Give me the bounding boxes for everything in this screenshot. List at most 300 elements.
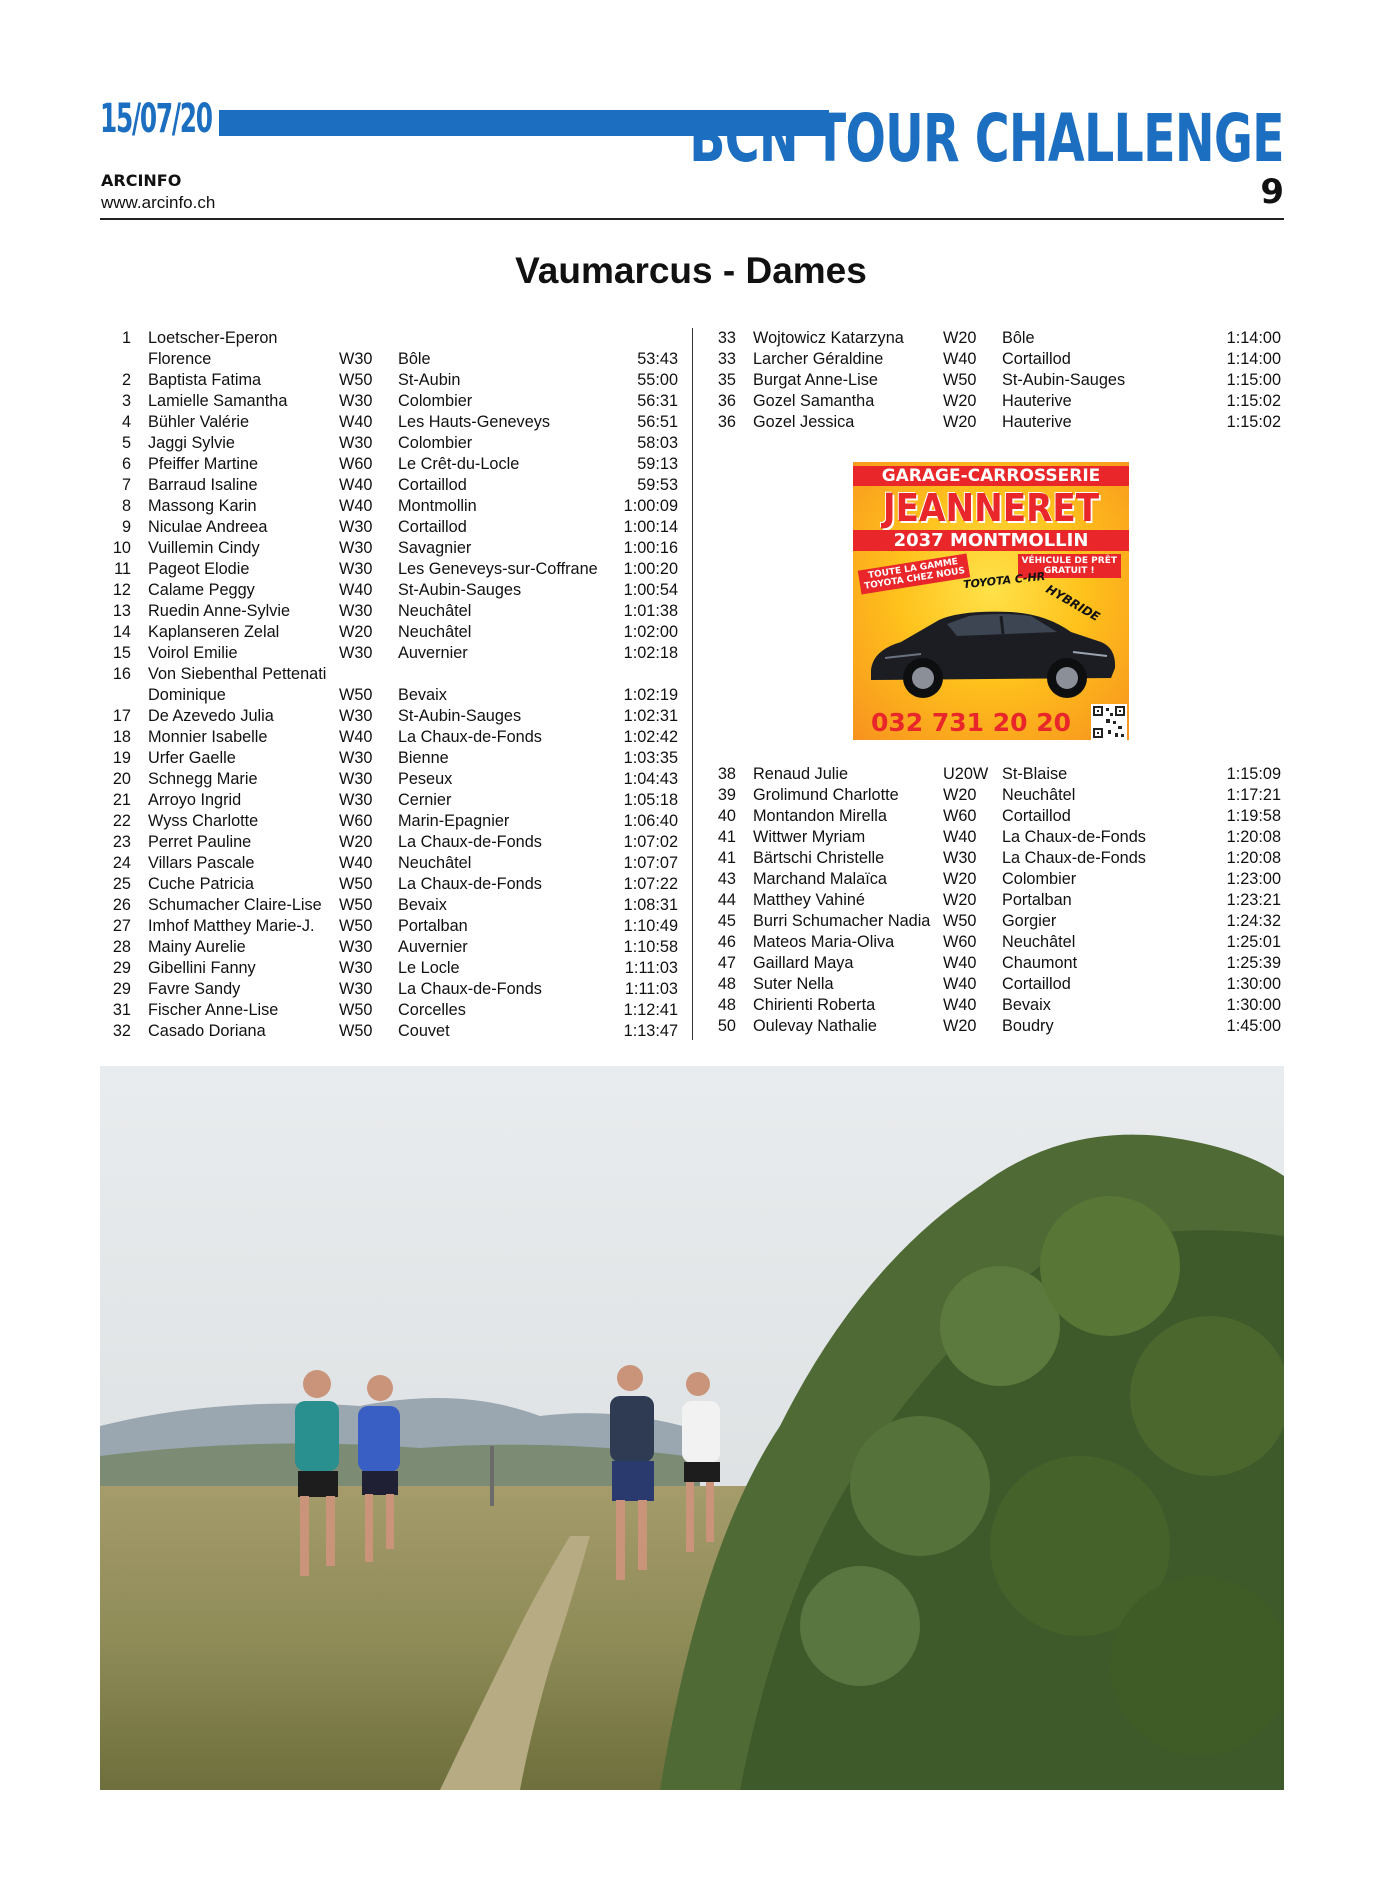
finish-time: 1:10:49 xyxy=(623,917,678,935)
result-rank: 8 xyxy=(121,497,131,515)
result-rank: 50 xyxy=(717,1017,736,1035)
result-row xyxy=(706,1016,1281,1037)
spacer xyxy=(736,932,753,953)
runner-category: W30 xyxy=(339,602,373,620)
result-rank: 47 xyxy=(717,954,736,972)
finish-time: 56:31 xyxy=(637,392,678,410)
result-rank: 10 xyxy=(112,539,131,557)
result-row xyxy=(100,811,678,832)
runner-category: W30 xyxy=(339,707,373,725)
runner-name: Barraud Isaline xyxy=(148,476,258,494)
spacer xyxy=(131,958,148,979)
result-row xyxy=(100,349,678,370)
runner-name: Wittwer Myriam xyxy=(753,828,866,846)
finish-time: 56:51 xyxy=(637,413,678,431)
runner-city: Colombier xyxy=(1002,870,1077,888)
result-row xyxy=(706,911,1281,932)
runner-name: Florence xyxy=(148,350,212,368)
spacer xyxy=(131,874,148,895)
result-rank: 33 xyxy=(717,350,736,368)
finish-time xyxy=(613,328,678,349)
finish-time: 1:24:32 xyxy=(1226,912,1281,930)
result-row xyxy=(100,727,678,748)
result-row xyxy=(100,475,678,496)
spacer xyxy=(131,538,148,559)
result-rank: 24 xyxy=(112,854,131,872)
finish-time: 1:14:00 xyxy=(1226,350,1281,368)
runner-category: U20W xyxy=(943,765,989,783)
results-table-right-top xyxy=(706,328,1281,433)
runner-category: W60 xyxy=(339,455,373,473)
runner-city: Cernier xyxy=(398,791,452,809)
result-row xyxy=(100,979,678,1000)
spacer xyxy=(736,827,753,848)
result-rank: 26 xyxy=(112,896,131,914)
result-row xyxy=(706,932,1281,953)
result-row xyxy=(100,559,678,580)
runner-city: Neuchâtel xyxy=(398,602,472,620)
runner-city: Boudry xyxy=(1002,1017,1054,1035)
runner-city: Marin-Epagnier xyxy=(398,812,510,830)
result-rank: 9 xyxy=(121,518,131,536)
result-row xyxy=(706,764,1281,785)
result-row xyxy=(100,769,678,790)
result-row xyxy=(100,895,678,916)
runner-name: Burri Schumacher Nadia xyxy=(753,912,931,930)
runner-name: Massong Karin xyxy=(148,497,257,515)
runner-name: Calame Peggy xyxy=(148,581,255,599)
runner-city: La Chaux-de-Fonds xyxy=(398,980,542,998)
spacer xyxy=(131,832,148,853)
result-rank: 22 xyxy=(112,812,131,830)
spacer xyxy=(131,559,148,580)
result-rank: 39 xyxy=(717,786,736,804)
result-rank: 29 xyxy=(112,980,131,998)
runner-category: W50 xyxy=(943,371,977,389)
runner-name: Marchand Malaïca xyxy=(753,870,887,888)
runners-photo xyxy=(100,1066,1284,1790)
spacer xyxy=(131,1000,148,1021)
result-rank: 35 xyxy=(717,371,736,389)
spacer xyxy=(131,790,148,811)
result-row xyxy=(706,869,1281,890)
finish-time: 1:11:03 xyxy=(624,980,678,998)
runner-name: Gibellini Fanny xyxy=(148,959,256,977)
result-row xyxy=(100,391,678,412)
runner-name: Renaud Julie xyxy=(753,765,849,783)
result-rank: 44 xyxy=(717,891,736,909)
finish-time: 1:12:41 xyxy=(623,1001,678,1019)
runner-category: W60 xyxy=(943,933,977,951)
finish-time: 1:20:08 xyxy=(1226,828,1281,846)
spacer xyxy=(736,1016,753,1037)
result-rank: 33 xyxy=(717,329,736,347)
finish-time: 1:15:00 xyxy=(1226,371,1281,389)
finish-time: 1:19:58 xyxy=(1226,807,1281,825)
finish-time: 1:30:00 xyxy=(1226,975,1281,993)
spacer xyxy=(736,869,753,890)
finish-time: 1:00:14 xyxy=(623,518,678,536)
runner-city: Bienne xyxy=(398,749,449,767)
result-row xyxy=(100,958,678,979)
runner-category: W30 xyxy=(339,434,373,452)
runner-category: W40 xyxy=(943,350,977,368)
finish-time: 1:11:03 xyxy=(624,959,678,977)
publication-brand: ARCINFO xyxy=(101,171,182,190)
runner-name: Gozel Jessica xyxy=(753,413,855,431)
finish-time: 1:01:38 xyxy=(623,602,678,620)
runner-category: W50 xyxy=(339,686,373,704)
runner-category: W40 xyxy=(339,476,373,494)
spacer xyxy=(131,433,148,454)
runner-name: Mainy Aurelie xyxy=(148,938,246,956)
spacer xyxy=(131,622,148,643)
result-rank: 41 xyxy=(717,828,736,846)
result-rank: 21 xyxy=(112,791,131,809)
runner-city: Cortaillod xyxy=(1002,350,1071,368)
spacer xyxy=(131,811,148,832)
runner-category: W60 xyxy=(943,807,977,825)
page-title: Vaumarcus - Dames xyxy=(515,250,867,291)
finish-time: 1:03:35 xyxy=(623,749,678,767)
ad-garage-heading: GARAGE-CARROSSERIE xyxy=(853,466,1129,486)
runner-category: W20 xyxy=(943,413,977,431)
ad-hybrid-label: HYBRIDE xyxy=(1043,582,1103,624)
result-row xyxy=(100,706,678,727)
runner-city: Bevaix xyxy=(1002,996,1051,1014)
spacer xyxy=(131,643,148,664)
spacer xyxy=(131,349,148,370)
runner-name: Wojtowicz Katarzyna xyxy=(753,329,904,347)
result-row xyxy=(100,370,678,391)
result-rank: 36 xyxy=(717,392,736,410)
finish-time: 1:04:43 xyxy=(623,770,678,788)
runner-category xyxy=(339,664,398,685)
runner-name: Chirienti Roberta xyxy=(753,996,876,1014)
spacer xyxy=(736,328,753,349)
runner-category: W50 xyxy=(339,896,373,914)
result-rank: 2 xyxy=(121,371,131,389)
section-title: BCN TOUR CHALLENGE xyxy=(689,100,1284,177)
result-rank: 3 xyxy=(121,392,131,410)
ad-phone-number[interactable]: 032 731 20 20 xyxy=(870,708,1072,737)
spacer xyxy=(131,916,148,937)
runner-category: W30 xyxy=(339,938,373,956)
finish-time: 1:07:02 xyxy=(623,833,678,851)
result-rank: 18 xyxy=(112,728,131,746)
runner-city: St-Aubin-Sauges xyxy=(398,581,522,599)
spacer xyxy=(131,1021,148,1042)
runner-city: Hauterive xyxy=(1002,413,1072,431)
result-row xyxy=(706,995,1281,1016)
spacer xyxy=(131,391,148,412)
spacer xyxy=(131,853,148,874)
runner-name: Fischer Anne-Lise xyxy=(148,1001,279,1019)
runner-city: Peseux xyxy=(398,770,453,788)
runner-city: La Chaux-de-Fonds xyxy=(1002,828,1146,846)
result-rank: 7 xyxy=(121,476,131,494)
result-row xyxy=(100,538,678,559)
header-divider xyxy=(100,218,1284,220)
finish-time: 1:02:19 xyxy=(623,686,678,704)
runner-name: Monnier Isabelle xyxy=(148,728,268,746)
finish-time: 1:15:02 xyxy=(1226,413,1281,431)
runner-city: La Chaux-de-Fonds xyxy=(398,833,542,851)
result-row xyxy=(706,806,1281,827)
finish-time: 1:00:20 xyxy=(623,560,678,578)
runner-city xyxy=(398,328,613,349)
result-row xyxy=(706,785,1281,806)
runner-category: W30 xyxy=(339,644,373,662)
result-rank xyxy=(100,685,131,706)
spacer xyxy=(736,785,753,806)
runner-category: W50 xyxy=(339,875,373,893)
spacer xyxy=(736,890,753,911)
runner-category: W20 xyxy=(943,786,977,804)
result-row xyxy=(706,370,1281,391)
runner-city: La Chaux-de-Fonds xyxy=(398,875,542,893)
result-row xyxy=(100,916,678,937)
finish-time xyxy=(613,664,678,685)
result-rank: 11 xyxy=(114,560,131,578)
result-rank: 45 xyxy=(717,912,736,930)
runner-name: Von Siebenthal Pettenati xyxy=(148,665,327,683)
result-rank: 12 xyxy=(112,581,131,599)
runner-category: W30 xyxy=(339,518,373,536)
runner-category: W20 xyxy=(339,623,373,641)
runner-name: Oulevay Nathalie xyxy=(753,1017,877,1035)
runner-name: De Azevedo Julia xyxy=(148,707,274,725)
result-rank: 31 xyxy=(112,1001,131,1019)
runner-category xyxy=(339,328,398,349)
finish-time: 59:13 xyxy=(637,455,678,473)
runner-city: Neuchâtel xyxy=(398,623,472,641)
result-rank: 32 xyxy=(112,1022,131,1040)
runner-city: Montmollin xyxy=(398,497,477,515)
result-row xyxy=(100,496,678,517)
runner-city: Colombier xyxy=(398,434,473,452)
runner-category: W30 xyxy=(339,959,373,977)
results-table-right-bottom xyxy=(706,764,1281,1037)
runner-category: W40 xyxy=(943,828,977,846)
runner-name: Burgat Anne-Lise xyxy=(753,371,878,389)
runner-name: Loetscher-Eperon xyxy=(148,329,278,347)
runner-name: Kaplanseren Zelal xyxy=(148,623,280,641)
runner-city: St-Blaise xyxy=(1002,765,1068,783)
finish-time: 1:45:00 xyxy=(1226,1017,1281,1035)
result-rank: 13 xyxy=(112,602,131,620)
ad-range-badge: TOUTE LA GAMME TOYOTA CHEZ NOUS xyxy=(858,554,970,595)
result-rank: 29 xyxy=(112,959,131,977)
runner-category: W50 xyxy=(339,917,373,935)
spacer xyxy=(736,412,753,433)
finish-time: 1:23:00 xyxy=(1226,870,1281,888)
result-rank: 19 xyxy=(112,749,131,767)
spacer xyxy=(736,953,753,974)
runner-category: W50 xyxy=(339,1022,373,1040)
finish-time: 1:06:40 xyxy=(623,812,678,830)
finish-time: 1:13:47 xyxy=(623,1022,678,1040)
spacer xyxy=(131,979,148,1000)
runner-name: Pageot Elodie xyxy=(148,560,250,578)
result-row xyxy=(100,937,678,958)
finish-time: 1:02:00 xyxy=(623,623,678,641)
runner-name: Villars Pascale xyxy=(148,854,255,872)
runner-category: W40 xyxy=(339,854,373,872)
runner-name: Mateos Maria-Oliva xyxy=(753,933,895,951)
result-row xyxy=(100,832,678,853)
runner-name: Voirol Emilie xyxy=(148,644,238,662)
result-rank: 28 xyxy=(112,938,131,956)
finish-time: 1:08:31 xyxy=(623,896,678,914)
runner-name: Favre Sandy xyxy=(148,980,241,998)
result-rank: 16 xyxy=(112,665,131,683)
runner-name: Bühler Valérie xyxy=(148,413,250,431)
spacer xyxy=(736,391,753,412)
runner-category: W30 xyxy=(339,749,373,767)
result-rank: 20 xyxy=(112,770,131,788)
runner-name: Bärtschi Christelle xyxy=(753,849,885,867)
result-row xyxy=(100,1021,678,1042)
result-rank: 23 xyxy=(112,833,131,851)
runner-city: La Chaux-de-Fonds xyxy=(1002,849,1146,867)
finish-time: 1:15:09 xyxy=(1226,765,1281,783)
finish-time: 53:43 xyxy=(637,350,678,368)
runner-category: W60 xyxy=(339,812,373,830)
spacer xyxy=(131,496,148,517)
result-rank: 14 xyxy=(112,623,131,641)
finish-time: 1:05:18 xyxy=(623,791,678,809)
page-number: 9 xyxy=(1260,172,1284,212)
finish-time: 55:00 xyxy=(637,371,678,389)
spacer xyxy=(131,706,148,727)
finish-time: 1:17:21 xyxy=(1226,786,1281,804)
spacer xyxy=(736,806,753,827)
finish-time: 1:02:42 xyxy=(623,728,678,746)
result-row xyxy=(100,433,678,454)
spacer xyxy=(131,454,148,475)
spacer xyxy=(131,412,148,433)
runner-category: W40 xyxy=(943,975,977,993)
runner-name: Lamielle Samantha xyxy=(148,392,288,410)
result-rank: 36 xyxy=(717,413,736,431)
runner-name: Schumacher Claire-Lise xyxy=(148,896,322,914)
result-row xyxy=(100,601,678,622)
runner-name: Schnegg Marie xyxy=(148,770,258,788)
runner-city: St-Aubin xyxy=(398,371,461,389)
spacer xyxy=(131,601,148,622)
runner-category: W30 xyxy=(339,980,373,998)
finish-time: 1:25:01 xyxy=(1226,933,1281,951)
result-row xyxy=(100,664,678,685)
runner-category: W30 xyxy=(339,770,373,788)
runner-city xyxy=(398,664,613,685)
result-rank: 46 xyxy=(717,933,736,951)
runner-name: Perret Pauline xyxy=(148,833,252,851)
finish-time: 1:02:18 xyxy=(623,644,678,662)
finish-time: 1:25:39 xyxy=(1226,954,1281,972)
spacer xyxy=(736,911,753,932)
result-row xyxy=(100,517,678,538)
finish-time: 1:00:16 xyxy=(623,539,678,557)
result-row xyxy=(100,874,678,895)
qr-code-icon[interactable] xyxy=(1091,704,1127,740)
spacer xyxy=(736,995,753,1016)
finish-time: 59:53 xyxy=(637,476,678,494)
runner-city: Colombier xyxy=(398,392,473,410)
runner-category: W30 xyxy=(339,392,373,410)
runner-city: Bôle xyxy=(398,350,431,368)
result-rank: 27 xyxy=(112,917,131,935)
result-row xyxy=(706,827,1281,848)
result-row xyxy=(706,974,1281,995)
finish-time: 1:07:07 xyxy=(623,854,678,872)
result-row xyxy=(706,848,1281,869)
runner-city: Bevaix xyxy=(398,686,447,704)
website-link[interactable]: www.arcinfo.ch xyxy=(101,193,216,212)
spacer xyxy=(131,664,148,685)
result-row xyxy=(706,953,1281,974)
result-rank: 40 xyxy=(717,807,736,825)
result-rank: 1 xyxy=(121,329,131,347)
runner-city: Savagnier xyxy=(398,539,472,557)
issue-date: 15/07/20 xyxy=(100,96,212,142)
result-row xyxy=(100,622,678,643)
result-row xyxy=(100,790,678,811)
runner-name: Urfer Gaelle xyxy=(148,749,236,767)
result-row xyxy=(100,1000,678,1021)
runner-city: Portalban xyxy=(398,917,468,935)
result-row xyxy=(100,643,678,664)
runner-city: Cortaillod xyxy=(1002,807,1071,825)
runner-name: Arroyo Ingrid xyxy=(148,791,242,809)
runner-category: W30 xyxy=(339,350,373,368)
spacer xyxy=(736,848,753,869)
ad-loan-badge: VÉHICULE DE PRÊT GRATUIT ! xyxy=(1018,554,1122,578)
runner-category: W40 xyxy=(339,581,373,599)
result-row xyxy=(100,454,678,475)
runner-city: Cortaillod xyxy=(398,518,467,536)
finish-time: 1:14:00 xyxy=(1226,329,1281,347)
result-row xyxy=(100,580,678,601)
spacer xyxy=(131,748,148,769)
runner-category: W40 xyxy=(339,497,373,515)
runner-city: Cortaillod xyxy=(398,476,467,494)
runner-city: St-Aubin-Sauges xyxy=(398,707,522,725)
runner-category: W30 xyxy=(943,849,977,867)
result-rank: 48 xyxy=(717,975,736,993)
runner-category: W20 xyxy=(339,833,373,851)
finish-time: 58:03 xyxy=(637,434,678,452)
result-rank: 6 xyxy=(121,455,131,473)
runner-name: Casado Doriana xyxy=(148,1022,266,1040)
runner-name: Dominique xyxy=(148,686,226,704)
runner-category: W50 xyxy=(339,371,373,389)
runner-city: Neuchâtel xyxy=(1002,786,1076,804)
result-row xyxy=(706,890,1281,911)
garage-advertisement[interactable] xyxy=(853,462,1129,740)
spacer xyxy=(131,328,148,349)
runner-city: Portalban xyxy=(1002,891,1072,909)
result-row xyxy=(706,391,1281,412)
runner-city: Corcelles xyxy=(398,1001,466,1019)
runner-city: St-Aubin-Sauges xyxy=(1002,371,1126,389)
runner-name: Jaggi Sylvie xyxy=(148,434,235,452)
runner-category: W20 xyxy=(943,891,977,909)
runner-category: W30 xyxy=(339,539,373,557)
runner-city: Le Crêt-du-Locle xyxy=(398,455,520,473)
runner-name: Suter Nella xyxy=(753,975,834,993)
